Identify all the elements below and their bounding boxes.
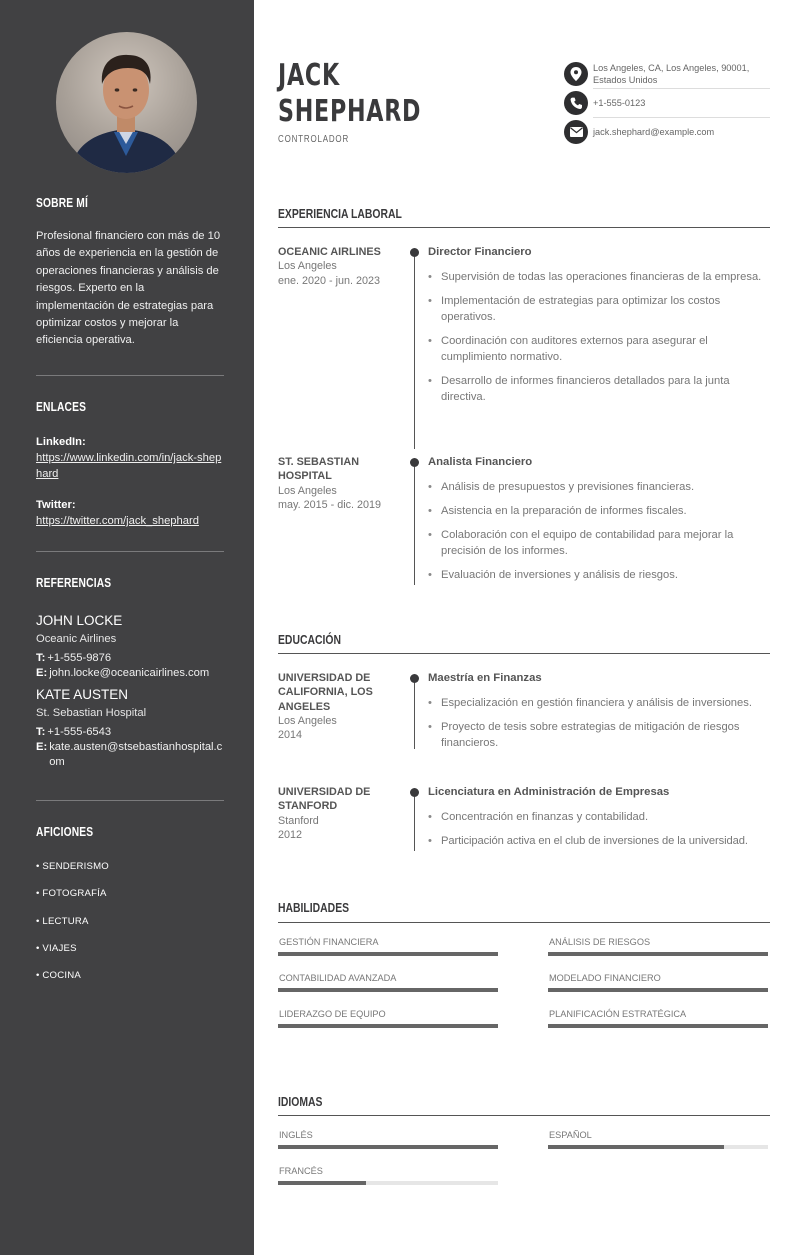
entry-body [428, 671, 770, 759]
timeline-dot [410, 248, 419, 257]
language-item [278, 1130, 498, 1149]
skill-bar [278, 988, 498, 992]
references-section [36, 576, 224, 770]
bullet-item: • Implementación de estrategias para optimizar los costos operativos. [428, 293, 770, 325]
address-text: Los Angeles, CA, Los Angeles, 90001, Estados Unidos [593, 63, 750, 85]
hobbies-list [36, 860, 224, 996]
phone-icon [564, 91, 588, 115]
skill-fill [548, 952, 768, 956]
bullet-item: • Asistencia en la preparación de informes fiscales. [428, 503, 770, 519]
sidebar-divider [36, 800, 224, 801]
language-fill [548, 1145, 724, 1149]
entry-meta [278, 245, 398, 288]
section-rule [278, 227, 770, 228]
reference-name: KATE AUSTEN [36, 687, 129, 702]
reference-company: Oceanic Airlines [36, 633, 117, 645]
name-last: SHEPHARD [278, 94, 422, 129]
hobby-item: • COCINA [36, 970, 81, 982]
job-title: CONTROLADOR [278, 134, 350, 145]
link-twitter [36, 497, 224, 529]
language-fill [278, 1181, 366, 1185]
reference-item [36, 686, 224, 770]
twitter-link[interactable]: https://twitter.com/jack_shephard [36, 515, 199, 527]
sidebar-divider [36, 551, 224, 552]
skill-fill [278, 988, 498, 992]
about-text: Profesional financiero con más de 10 años de experiencia en la gestión de operaciones financieras y análisis de riesgos. Experto en la implementación de estrategias para optimizar costos y mejorar la eficiencia operativa. [36, 230, 221, 347]
contact-email [564, 120, 770, 144]
entry-bullets [428, 269, 770, 405]
phone-text[interactable]: +1-555-0123 [593, 98, 646, 108]
skill-label: MODELADO FINANCIERO [549, 973, 661, 983]
section-rule [278, 653, 770, 654]
language-bar [278, 1181, 498, 1185]
email-text[interactable]: jack.shephard@example.com [593, 127, 715, 137]
hobby-item: • FOTOGRAFÍA [36, 888, 107, 900]
bullet-item: • Evaluación de inversiones y análisis de riesgos. [428, 567, 770, 583]
references-title: REFERENCIAS [36, 576, 112, 590]
link-label: Twitter: [36, 499, 76, 511]
skill-item [548, 937, 768, 956]
about-title: SOBRE MÍ [36, 196, 89, 210]
bullet-item: • Participación activa en el club de inversiones de la universidad. [428, 833, 770, 849]
links-title: ENLACES [36, 400, 87, 414]
contact-divider [593, 88, 770, 89]
reference-email: E: kate.austen@stsebastianhospital.com [36, 741, 223, 768]
entry-dates: ene. 2020 - jun. 2023 [278, 274, 381, 287]
reference-item [36, 612, 224, 681]
skill-label: LIDERAZGO DE EQUIPO [279, 1009, 386, 1019]
bullet-item: • Colaboración con el equipo de contabilidad para mejorar la precisión de los informes. [428, 527, 770, 559]
skill-item [278, 1009, 498, 1028]
bullet-item: • Concentración en finanzas y contabilidad. [428, 809, 770, 825]
skills-title: HABILIDADES [278, 900, 350, 915]
skill-bar [548, 988, 768, 992]
profile-photo [56, 32, 197, 173]
entry-org: UNIVERSIDAD DE CALIFORNIA, LOS ANGELES [278, 672, 373, 713]
timeline-line [414, 789, 415, 851]
bullet-item: • Proyecto de tesis sobre estrategias de mitigación de riesgos financieros. [428, 719, 770, 751]
skill-item [548, 1009, 768, 1028]
entry-role: Maestría en Finanzas [428, 672, 542, 684]
entry-body [428, 245, 770, 413]
entry-meta [278, 455, 398, 513]
skill-label: PLANIFICACIÓN ESTRATÉGICA [549, 1009, 687, 1019]
entry-org: UNIVERSIDAD DE STANFORD [278, 786, 371, 813]
entry-bullets [428, 695, 770, 751]
contact-phone [564, 91, 770, 115]
bullet-item: • Especialización en gestión financiera y análisis de inversiones. [428, 695, 770, 711]
entry-bullets [428, 479, 770, 583]
hobby-item: • LECTURA [36, 915, 89, 927]
skill-item [278, 937, 498, 956]
skill-fill [548, 1024, 768, 1028]
skill-label: ANÁLISIS DE RIESGOS [549, 937, 651, 947]
contact-address [564, 62, 770, 86]
bullet-item: • Coordinación con auditores externos para asegurar el cumplimiento normativo. [428, 333, 770, 365]
skill-bar [278, 952, 498, 956]
entry-dates: 2014 [278, 729, 303, 742]
timeline-line [414, 459, 415, 585]
skill-bar [548, 952, 768, 956]
entry-role: Licenciatura en Administración de Empresas [428, 786, 670, 798]
entry-location: Los Angeles [278, 714, 337, 727]
reference-phone: T: +1-555-6543 [36, 726, 112, 738]
skill-label: GESTIÓN FINANCIERA [279, 937, 379, 947]
sidebar [0, 0, 254, 1255]
education-title: EDUCACIÓN [278, 632, 341, 647]
language-label: FRANCÉS [279, 1166, 323, 1176]
skill-item [278, 973, 498, 992]
entry-bullets [428, 809, 770, 849]
hobbies-section [36, 825, 224, 996]
language-label: INGLÉS [279, 1130, 313, 1140]
email-icon [564, 120, 588, 144]
reference-phone: T: +1-555-9876 [36, 652, 112, 664]
languages-title: IDIOMAS [278, 1094, 323, 1109]
language-fill [278, 1145, 498, 1149]
bullet-item: • Desarrollo de informes financieros detallados para la junta directiva. [428, 373, 770, 405]
language-bar [278, 1145, 498, 1149]
linkedin-link[interactable]: https://www.linkedin.com/in/jack-shephard [36, 452, 222, 480]
timeline-line [414, 249, 415, 449]
links-section [36, 400, 224, 529]
entry-location: Los Angeles [278, 260, 337, 273]
entry-org: ST. SEBASTIAN HOSPITAL [278, 456, 359, 483]
sidebar-divider [36, 375, 224, 376]
language-bar [548, 1145, 768, 1149]
language-item [548, 1130, 768, 1149]
reference-company: St. Sebastian Hospital [36, 707, 147, 719]
bullet-item: • Análisis de presupuestos y previsiones financieras. [428, 479, 770, 495]
language-item [278, 1166, 498, 1185]
skill-bar [278, 1024, 498, 1028]
entry-dates: may. 2015 - dic. 2019 [278, 499, 382, 512]
timeline-dot [410, 458, 419, 467]
entry-org: OCEANIC AIRLINES [278, 246, 381, 258]
timeline-dot [410, 788, 419, 797]
entry-role: Analista Financiero [428, 456, 533, 468]
about-section [36, 196, 224, 350]
skill-item [548, 973, 768, 992]
language-label: ESPAÑOL [549, 1130, 592, 1140]
timeline-line [414, 675, 415, 749]
name-first: JACK [278, 58, 340, 93]
reference-email: E: john.locke@oceanicairlines.com [36, 667, 210, 679]
entry-body [428, 455, 770, 591]
experience-title: EXPERIENCIA LABORAL [278, 206, 402, 221]
timeline-dot [410, 674, 419, 683]
skill-fill [278, 952, 498, 956]
skill-label: CONTABILIDAD AVANZADA [279, 973, 397, 983]
skill-bar [548, 1024, 768, 1028]
entry-body [428, 785, 770, 857]
hobby-item: • VIAJES [36, 942, 77, 954]
entry-meta [278, 785, 378, 843]
bullet-item: • Supervisión de todas las operaciones financieras de la empresa. [428, 269, 770, 285]
entry-location: Los Angeles [278, 484, 337, 497]
skill-fill [278, 1024, 498, 1028]
location-icon [564, 62, 588, 86]
section-rule [278, 1115, 770, 1116]
entry-meta [278, 671, 378, 743]
entry-role: Director Financiero [428, 246, 532, 258]
hobbies-title: AFICIONES [36, 825, 94, 839]
link-linkedin [36, 434, 224, 482]
skill-fill [548, 988, 768, 992]
entry-dates: 2012 [278, 829, 303, 842]
contact-divider [593, 117, 770, 118]
section-rule [278, 922, 770, 923]
hobby-item: • SENDERISMO [36, 861, 109, 872]
entry-location: Stanford [278, 814, 319, 827]
profile-photo-illustration [56, 32, 197, 173]
link-label: LinkedIn: [36, 436, 86, 448]
reference-name: JOHN LOCKE [36, 613, 123, 628]
